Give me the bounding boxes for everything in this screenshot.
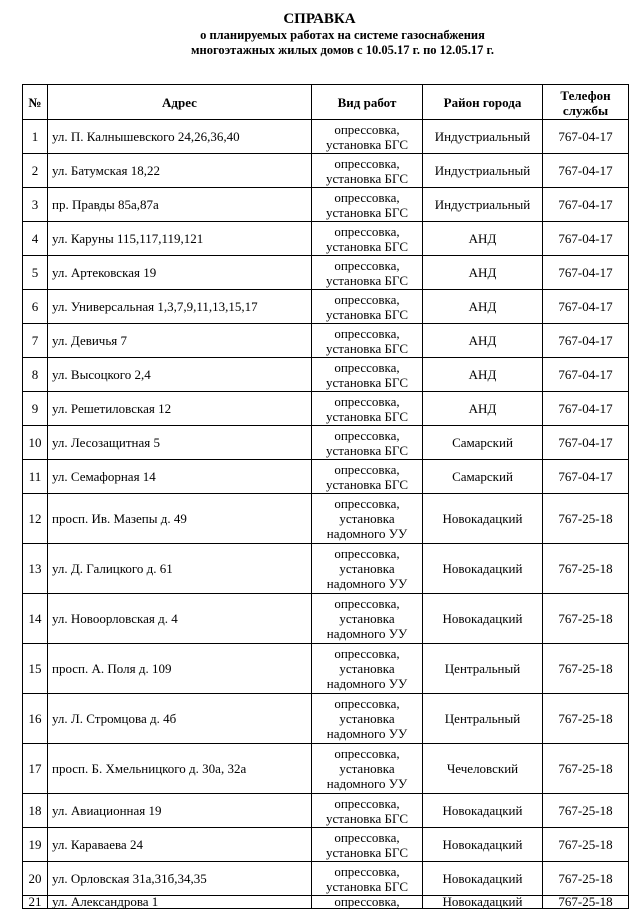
row-district: Самарский bbox=[423, 460, 543, 494]
row-work-type: опрессовка, установка надомного УУ bbox=[312, 694, 423, 744]
row-address: ул. Артековская 19 bbox=[48, 256, 312, 290]
row-district: Новокадацкий bbox=[423, 862, 543, 896]
row-address: ул. Орловская 31а,31б,34,35 bbox=[48, 862, 312, 896]
row-district: АНД bbox=[423, 222, 543, 256]
table-row bbox=[23, 644, 629, 694]
row-number: 4 bbox=[23, 222, 48, 256]
row-district: Индустриальный bbox=[423, 154, 543, 188]
row-address: ул. Л. Стромцова д. 4б bbox=[48, 694, 312, 744]
row-district: АНД bbox=[423, 324, 543, 358]
row-work-type: опрессовка, установка БГС bbox=[312, 290, 423, 324]
row-address: просп. Ив. Мазепы д. 49 bbox=[48, 494, 312, 544]
row-address: ул. Лесозащитная 5 bbox=[48, 426, 312, 460]
table-row bbox=[23, 896, 629, 909]
row-work-type: опрессовка, установка БГС bbox=[312, 794, 423, 828]
row-work-type: опрессовка, установка БГС bbox=[312, 828, 423, 862]
row-number: 16 bbox=[23, 694, 48, 744]
row-work-type: опрессовка, установка БГС bbox=[312, 154, 423, 188]
row-work-type: опрессовка, установка БГС bbox=[312, 460, 423, 494]
row-work-type: опрессовка, установка надомного УУ bbox=[312, 644, 423, 694]
table-row bbox=[23, 544, 629, 594]
row-work-type: опрессовка, установка надомного УУ bbox=[312, 544, 423, 594]
row-address: просп. А. Поля д. 109 bbox=[48, 644, 312, 694]
column-header-number: № bbox=[23, 85, 48, 120]
row-address: ул. Новоорловская д. 4 bbox=[48, 594, 312, 644]
row-work-type: опрессовка, установка БГС bbox=[312, 392, 423, 426]
row-number: 17 bbox=[23, 744, 48, 794]
table-row bbox=[23, 794, 629, 828]
table-row bbox=[23, 594, 629, 644]
row-number: 18 bbox=[23, 794, 48, 828]
row-district: Новокадацкий bbox=[423, 544, 543, 594]
row-number: 3 bbox=[23, 188, 48, 222]
table-row bbox=[23, 694, 629, 744]
row-phone: 767-25-18 bbox=[543, 694, 629, 744]
row-address: просп. Б. Хмельницкого д. 30а, 32а bbox=[48, 744, 312, 794]
table-header-row bbox=[23, 85, 629, 120]
row-work-type: опрессовка, установка БГС bbox=[312, 324, 423, 358]
row-district: АНД bbox=[423, 392, 543, 426]
row-district: Чечеловский bbox=[423, 744, 543, 794]
row-phone: 767-25-18 bbox=[543, 828, 629, 862]
row-number: 15 bbox=[23, 644, 48, 694]
row-district: АНД bbox=[423, 358, 543, 392]
row-number: 5 bbox=[23, 256, 48, 290]
row-district: Самарский bbox=[423, 426, 543, 460]
row-number: 1 bbox=[23, 120, 48, 154]
row-phone: 767-04-17 bbox=[543, 222, 629, 256]
document-title: СПРАВКА bbox=[283, 11, 356, 27]
row-work-type: опрессовка, установка БГС bbox=[312, 426, 423, 460]
row-number: 13 bbox=[23, 544, 48, 594]
row-district: Новокадацкий bbox=[423, 594, 543, 644]
row-phone: 767-25-18 bbox=[543, 494, 629, 544]
row-address: ул. Д. Галицкого д. 61 bbox=[48, 544, 312, 594]
row-address: ул. Батумская 18,22 bbox=[48, 154, 312, 188]
table-row bbox=[23, 120, 629, 154]
column-header-district: Район города bbox=[423, 85, 543, 120]
row-number: 11 bbox=[23, 460, 48, 494]
row-district: Индустриальный bbox=[423, 188, 543, 222]
row-phone: 767-25-18 bbox=[543, 744, 629, 794]
row-address: ул. Универсальная 1,3,7,9,11,13,15,17 bbox=[48, 290, 312, 324]
row-district: АНД bbox=[423, 290, 543, 324]
table-row bbox=[23, 426, 629, 460]
row-address: пр. Правды 85а,87а bbox=[48, 188, 312, 222]
row-number: 6 bbox=[23, 290, 48, 324]
row-work-type: опрессовка, bbox=[312, 896, 423, 909]
row-number: 20 bbox=[23, 862, 48, 896]
row-work-type: опрессовка, установка БГС bbox=[312, 120, 423, 154]
row-phone: 767-25-18 bbox=[543, 794, 629, 828]
row-district: Новокадацкий bbox=[423, 828, 543, 862]
column-header-address: Адрес bbox=[48, 85, 312, 120]
row-phone: 767-25-18 bbox=[543, 644, 629, 694]
table-row bbox=[23, 324, 629, 358]
table-row bbox=[23, 460, 629, 494]
row-phone: 767-25-18 bbox=[543, 862, 629, 896]
table-row bbox=[23, 188, 629, 222]
document-header bbox=[0, 10, 639, 58]
table-row bbox=[23, 862, 629, 896]
table-row bbox=[23, 222, 629, 256]
document-subtitle-line1: о планируемых работах на системе газоснабжения bbox=[200, 28, 485, 42]
row-work-type: опрессовка, установка БГС bbox=[312, 188, 423, 222]
table-row bbox=[23, 494, 629, 544]
row-address: ул. Высоцкого 2,4 bbox=[48, 358, 312, 392]
table-row bbox=[23, 744, 629, 794]
table-row bbox=[23, 154, 629, 188]
row-phone: 767-04-17 bbox=[543, 120, 629, 154]
row-number: 7 bbox=[23, 324, 48, 358]
row-address: ул. П. Калнышевского 24,26,36,40 bbox=[48, 120, 312, 154]
row-phone: 767-04-17 bbox=[543, 358, 629, 392]
row-district: Центральный bbox=[423, 694, 543, 744]
table-row bbox=[23, 290, 629, 324]
row-phone: 767-04-17 bbox=[543, 392, 629, 426]
table-row bbox=[23, 828, 629, 862]
row-address: ул. Решетиловская 12 bbox=[48, 392, 312, 426]
row-phone: 767-04-17 bbox=[543, 426, 629, 460]
row-address: ул. Семафорная 14 bbox=[48, 460, 312, 494]
row-phone: 767-25-18 bbox=[543, 544, 629, 594]
row-work-type: опрессовка, установка БГС bbox=[312, 358, 423, 392]
row-phone: 767-04-17 bbox=[543, 460, 629, 494]
table-body bbox=[23, 120, 629, 909]
row-work-type: опрессовка, установка надомного УУ bbox=[312, 494, 423, 544]
row-phone: 767-04-17 bbox=[543, 154, 629, 188]
table-row bbox=[23, 392, 629, 426]
row-district: Новокадацкий bbox=[423, 794, 543, 828]
row-number: 9 bbox=[23, 392, 48, 426]
document-subtitle-line2: многоэтажных жилых домов с 10.05.17 г. по 12.05.17 г. bbox=[191, 43, 494, 57]
row-phone: 767-25-18 bbox=[543, 594, 629, 644]
row-work-type: опрессовка, установка БГС bbox=[312, 222, 423, 256]
row-work-type: опрессовка, установка БГС bbox=[312, 256, 423, 290]
row-district: Новокадацкий bbox=[423, 494, 543, 544]
row-district: Новокадацкий bbox=[423, 896, 543, 909]
row-number: 8 bbox=[23, 358, 48, 392]
works-table bbox=[22, 84, 629, 909]
row-address: ул. Девичья 7 bbox=[48, 324, 312, 358]
row-district: Индустриальный bbox=[423, 120, 543, 154]
row-number: 2 bbox=[23, 154, 48, 188]
row-phone: 767-04-17 bbox=[543, 256, 629, 290]
row-phone: 767-04-17 bbox=[543, 188, 629, 222]
column-header-phone: Телефон службы bbox=[543, 85, 629, 120]
row-phone: 767-25-18 bbox=[543, 896, 629, 909]
row-number: 19 bbox=[23, 828, 48, 862]
row-work-type: опрессовка, установка надомного УУ bbox=[312, 594, 423, 644]
row-address: ул. Авиационная 19 bbox=[48, 794, 312, 828]
row-number: 12 bbox=[23, 494, 48, 544]
row-number: 10 bbox=[23, 426, 48, 460]
row-district: АНД bbox=[423, 256, 543, 290]
row-work-type: опрессовка, установка БГС bbox=[312, 862, 423, 896]
row-address: ул. Александрова 1 bbox=[48, 896, 312, 909]
row-phone: 767-04-17 bbox=[543, 324, 629, 358]
row-district: Центральный bbox=[423, 644, 543, 694]
column-header-work-type: Вид работ bbox=[312, 85, 423, 120]
row-phone: 767-04-17 bbox=[543, 290, 629, 324]
row-work-type: опрессовка, установка надомного УУ bbox=[312, 744, 423, 794]
row-address: ул. Караваева 24 bbox=[48, 828, 312, 862]
row-number: 14 bbox=[23, 594, 48, 644]
row-address: ул. Каруны 115,117,119,121 bbox=[48, 222, 312, 256]
row-number: 21 bbox=[23, 896, 48, 909]
table-row bbox=[23, 256, 629, 290]
table-row bbox=[23, 358, 629, 392]
